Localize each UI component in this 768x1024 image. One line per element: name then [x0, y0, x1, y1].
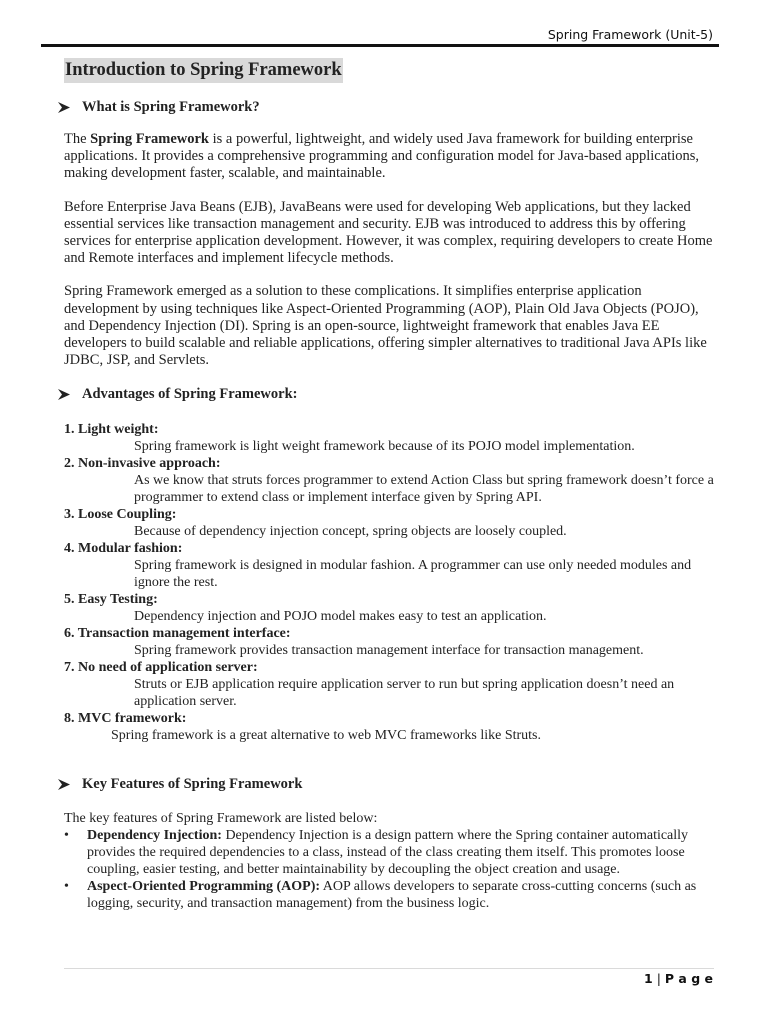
list-item	[64, 625, 714, 659]
page-number: 1	[644, 971, 653, 986]
list-item-title: 6. Transaction management interface:	[64, 626, 291, 642]
list-item-description: Because of dependency injection concept, spring objects are loosely coupled.	[134, 524, 567, 540]
list-item	[64, 878, 714, 912]
list-item-title: 1. Light weight:	[64, 422, 159, 438]
list-item-description: Spring framework is a great alternative to web MVC frameworks like Struts.	[111, 728, 542, 744]
bullet-text: Dependency Injection is a design pattern where the Spring container automatically provides the required dependencies to a class, instead of the class creating them itself. This promotes loose coupling, easier testing, and better maintainability by decoupling the object creation and usage.	[87, 828, 689, 878]
list-item	[64, 591, 714, 625]
paragraph-ejb-history: Before Enterprise Java Beans (EJB), JavaBeans were used for developing Web applications, but they lacked essential services like transaction management and security. EJB was introduced to address this by offering services for enterprise application development. However, it was complex, requiring developers to create Home and Remote interfaces and implement lifecycle methods.	[64, 198, 713, 267]
list-item-title: 3. Loose Coupling:	[64, 507, 177, 523]
list-item-title: 7. No need of application server:	[64, 660, 258, 676]
list-item-description: Dependency injection and POJO model makes easy to test an application.	[134, 609, 547, 625]
header-rule	[41, 44, 719, 47]
section-heading-text: Advantages of Spring Framework:	[82, 386, 298, 403]
footer-rule	[64, 968, 714, 969]
bullet-term: Dependency Injection:	[87, 828, 222, 844]
page-title: Introduction to Spring Framework	[64, 58, 343, 83]
list-item-title: 8. MVC framework:	[64, 711, 187, 727]
arrowhead-bullet-icon	[58, 102, 70, 113]
running-header: Spring Framework (Unit-5)	[547, 27, 713, 42]
bullet-text: AOP allows developers to separate cross-cutting concerns (such as logging, security, and transaction management) from the business logic.	[87, 879, 697, 912]
list-item	[64, 710, 714, 744]
list-item	[64, 506, 714, 540]
section-heading-what-is-spring	[64, 97, 714, 117]
section-heading-key-features	[64, 774, 714, 794]
list-item-description: Spring framework is light weight framework because of its POJO model implementation.	[134, 439, 635, 455]
paragraph-lead: The	[64, 131, 91, 147]
list-item-description: As we know that struts forces programmer to extend Action Class but spring framework doesn’t force a programmer to extend class or implement interface given by Spring API.	[134, 473, 714, 506]
section-heading-advantages	[64, 384, 714, 404]
bullet-dot-icon: •	[64, 879, 69, 895]
footer-separator: |	[652, 971, 665, 986]
list-item	[64, 421, 714, 455]
list-item-title: 5. Easy Testing:	[64, 592, 158, 608]
list-item-description: Spring framework provides transaction management interface for transaction management.	[134, 643, 644, 659]
list-item	[64, 827, 714, 878]
paragraph-spring-intro	[64, 131, 714, 183]
list-item	[64, 659, 714, 710]
advantages-list	[64, 421, 714, 744]
list-item-title: 4. Modular fashion:	[64, 541, 183, 557]
bullet-term: Aspect-Oriented Programming (AOP):	[87, 879, 321, 895]
list-item-description: Spring framework is designed in modular fashion. A programmer can use only needed modules and ignore the rest.	[134, 558, 692, 591]
list-item	[64, 540, 714, 591]
spring-framework-bold: Spring Framework	[90, 131, 209, 147]
arrowhead-bullet-icon	[58, 389, 70, 400]
section-heading-text: What is Spring Framework?	[82, 99, 260, 115]
bullet-dot-icon: •	[64, 828, 69, 844]
page-content	[64, 58, 714, 912]
page-footer	[644, 971, 713, 986]
list-item-title: 2. Non-invasive approach:	[64, 456, 221, 472]
section-heading-text: Key Features of Spring Framework	[82, 776, 303, 793]
arrowhead-bullet-icon	[58, 779, 70, 790]
key-features-intro: The key features of Spring Framework are listed below:	[64, 811, 378, 827]
list-item	[64, 455, 714, 506]
key-features-list	[64, 827, 714, 912]
list-item-description: Struts or EJB application require application server to run but spring application doesn’t need an application server.	[134, 677, 675, 710]
page-label: P a g e	[664, 971, 713, 986]
paragraph-spring-solution: Spring Framework emerged as a solution to these complications. It simplifies enterprise application development by using techniques like Aspect-Oriented Programming (AOP), Plain Old Java Objects (POJO), and Dependency Injection (DI). Spring is an open-source, lightweight framework that enables Java EE developers to build scalable and reliable applications, offering simpler alternatives to traditional Java APIs like JDBC, JSP, and Servlets.	[64, 283, 707, 369]
paragraph-rest: is a powerful, lightweight, and widely used Java framework for building enterprise applications. It provides a comprehensive programming and configuration model for Java-based applications, making development faster, scalable, and maintainable.	[64, 131, 699, 182]
